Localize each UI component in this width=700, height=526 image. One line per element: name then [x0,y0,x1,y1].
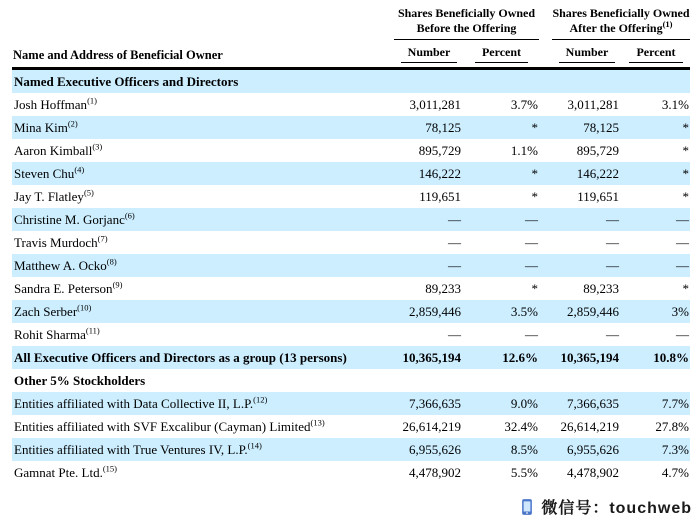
after-percent-cell: 7.7% [661,396,689,411]
after-percent-cell: — [676,212,689,227]
after-percent-cell: 27.8% [655,419,689,434]
owner-name-cell [12,277,394,300]
owner-name-cell [12,254,394,277]
before-percent-cell: 12.6% [502,350,538,365]
owner-name: Jay T. Flatley [14,189,84,204]
owner-footnote: (8) [106,256,117,267]
before-number-cell: — [448,258,461,273]
before-number-cell: 4,478,902 [409,465,461,480]
table-header [12,6,690,69]
table-row [12,415,690,438]
owner-name-cell [12,208,394,231]
before-percent-cell: * [531,166,538,181]
owner-name: Matthew A. Ocko [14,258,107,273]
after-percent-cell: * [682,120,689,135]
before-number-cell: 78,125 [425,120,461,135]
owner-footnote: (4) [74,164,85,175]
after-percent-cell: 4.7% [661,465,689,480]
owner-name: Zach Serber [14,304,78,319]
column-gap-cell [539,162,552,185]
owner-name: Entities affiliated with True Ventures IV, L.P. [14,442,248,457]
table-row [12,392,690,415]
before-percent-cell: 3.5% [510,304,538,319]
owner-footnote: (9) [112,279,123,290]
owner-footnote: (6) [124,210,135,221]
table-body [12,69,690,485]
owner-name-cell [12,461,394,484]
after-number-cell: 7,366,635 [567,396,619,411]
table-row [12,162,690,185]
after-percent-cell: 10.8% [653,350,689,365]
after-percent-cell: * [682,189,689,204]
owner-name-cell [12,69,394,94]
after-percent-cell: 7.3% [661,442,689,457]
owner-name: Mina Kim [14,120,68,135]
after-number-cell: 895,729 [576,143,619,158]
before-number-cell: 6,955,626 [409,442,461,457]
after-percent-cell: * [682,281,689,296]
owner-name-cell [12,93,394,116]
after-offering-group-header [552,6,690,40]
before-number-cell: 7,366,635 [409,396,461,411]
column-gap-cell [539,116,552,139]
column-gap-cell [539,369,552,392]
owner-name: Rohit Sharma [14,327,86,342]
group-header-spacer [12,6,394,40]
before-number-cell: — [448,235,461,250]
owner-name: Christine M. Gorjanc [14,212,125,227]
owner-footnote: (2) [67,118,78,129]
owner-footnote: (10) [77,302,92,313]
column-gap-cell [539,93,552,116]
owner-name: Travis Murdoch [14,235,98,250]
owner-name: Gamnat Pte. Ltd. [14,465,103,480]
before-group-line2: Before the Offering [416,21,517,35]
owner-name-cell [12,300,394,323]
before-number-cell: 146,222 [418,166,461,181]
owner-name: Josh Hoffman [14,97,88,112]
before-group-line1: Shares Beneficially Owned [397,6,536,20]
column-gap-cell [539,254,552,277]
after-number-cell: — [606,327,619,342]
owner-name-cell [12,369,394,392]
before-percent-cell [464,369,539,392]
table-row [12,300,690,323]
column-gap-cell [539,69,552,94]
after-number-cell: 89,233 [583,281,619,296]
after-percent-cell: — [676,235,689,250]
group-gap [539,6,552,40]
table-row [12,69,690,94]
before-percent-cell: 3.7% [510,97,538,112]
after-number-cell: — [606,235,619,250]
after-number-cell: 26,614,219 [560,419,619,434]
owner-name-cell [12,185,394,208]
before-number-cell: 119,651 [419,189,461,204]
before-percent-header: Percent [464,40,539,69]
column-gap-cell [539,231,552,254]
after-percent-header: Percent [622,40,690,69]
table-row [12,461,690,484]
before-percent-cell: * [531,281,538,296]
owner-footnote: (12) [253,394,268,405]
owner-name-cell [12,392,394,415]
watermark [518,495,692,518]
after-number-header: Number [552,40,622,69]
before-percent-cell: * [531,120,538,135]
column-gap-cell [539,208,552,231]
owner-name-cell [12,415,394,438]
after-percent-cell: * [682,143,689,158]
before-percent-cell: * [531,189,538,204]
table-row [12,139,690,162]
before-number-cell: 89,233 [425,281,461,296]
owner-footnote: (14) [247,440,262,451]
column-gap-cell [539,185,552,208]
after-group-footnote: (1) [662,19,673,29]
after-number-cell: 119,651 [577,189,619,204]
column-gap-cell [539,392,552,415]
table-row [12,346,690,369]
before-percent-cell [464,69,539,94]
before-percent-cell: 9.0% [510,396,538,411]
before-percent-cell: — [525,235,538,250]
owner-name-cell [12,116,394,139]
before-percent-cell: — [525,258,538,273]
column-gap-cell [539,438,552,461]
watermark-text: 微信号：touchweb [541,500,692,517]
owner-name-cell [12,346,394,369]
owner-name: All Executive Officers and Directors as a group (13 persons) [14,350,347,365]
owner-name: Sandra E. Peterson [14,281,113,296]
owner-footnote: (3) [92,141,103,152]
owner-footnote: (11) [85,325,100,336]
after-number-cell: 10,365,194 [560,350,619,365]
owner-name: Entities affiliated with Data Collective II, L.P. [14,396,254,411]
table-row [12,185,690,208]
after-percent-cell: 3% [671,304,689,319]
column-gap-cell [539,415,552,438]
after-number-cell: 4,478,902 [567,465,619,480]
owner-name-cell [12,162,394,185]
column-gap-cell [539,323,552,346]
before-number-cell: 3,011,281 [409,97,461,112]
before-offering-group-header [394,6,539,40]
before-number-header: Number [394,40,464,69]
header-gap [539,40,552,69]
owner-name-cell [12,139,394,162]
before-percent-cell: 5.5% [510,465,538,480]
before-percent-cell: 8.5% [510,442,538,457]
after-number-cell: 2,859,446 [567,304,619,319]
after-percent-cell: 3.1% [661,97,689,112]
owner-name: Steven Chu [14,166,75,181]
before-percent-cell: 32.4% [504,419,538,434]
table-row [12,254,690,277]
owner-footnote: (1) [87,95,97,106]
before-number-cell [394,369,464,392]
after-number-cell [552,69,622,94]
column-gap-cell [539,346,552,369]
before-number-cell: — [448,327,461,342]
before-percent-cell: — [525,212,538,227]
owner-footnote: (5) [83,187,94,198]
after-number-cell: 78,125 [583,120,619,135]
owner-footnote: (15) [102,463,117,474]
before-number-cell: 26,614,219 [402,419,461,434]
column-header-row [12,40,690,69]
after-group-line2: After the Offering [569,21,663,35]
ownership-table [12,6,690,484]
column-gap-cell [539,461,552,484]
after-percent-cell: — [676,258,689,273]
name-column-header: Name and Address of Beneficial Owner [12,40,394,69]
table-row [12,277,690,300]
after-percent-cell: — [676,327,689,342]
after-number-cell: 146,222 [576,166,619,181]
table-row [12,93,690,116]
group-header-row [12,6,690,40]
after-number-cell: 3,011,281 [567,97,619,112]
table-row [12,438,690,461]
table-row [12,369,690,392]
owner-footnote: (7) [97,233,108,244]
after-number-cell: — [606,258,619,273]
column-gap-cell [539,300,552,323]
owner-name-cell [12,231,394,254]
table-row [12,208,690,231]
before-percent-cell: 1.1% [510,143,538,158]
after-number-cell: 6,955,626 [567,442,619,457]
before-percent-cell: — [525,327,538,342]
after-percent-cell: * [682,166,689,181]
owner-name-cell [12,438,394,461]
before-number-cell [394,69,464,94]
table-row [12,323,690,346]
after-percent-cell [622,69,690,94]
table-row [12,116,690,139]
column-gap-cell [539,277,552,300]
phone-icon [518,498,536,516]
table-row [12,231,690,254]
after-group-line1: Shares Beneficially Owned [552,6,690,20]
owner-name: Named Executive Officers and Directors [14,74,239,89]
owner-name: Aaron Kimball [14,143,93,158]
owner-name: Other 5% Stockholders [14,373,146,388]
owner-footnote: (13) [310,417,325,428]
after-percent-cell [622,369,690,392]
before-number-cell: 2,859,446 [409,304,461,319]
before-number-cell: 10,365,194 [402,350,461,365]
owner-name-cell [12,323,394,346]
after-number-cell [552,369,622,392]
owner-name: Entities affiliated with SVF Excalibur (Cayman) Limited [14,419,311,434]
after-number-cell: — [606,212,619,227]
before-number-cell: — [448,212,461,227]
column-gap-cell [539,139,552,162]
before-number-cell: 895,729 [418,143,461,158]
